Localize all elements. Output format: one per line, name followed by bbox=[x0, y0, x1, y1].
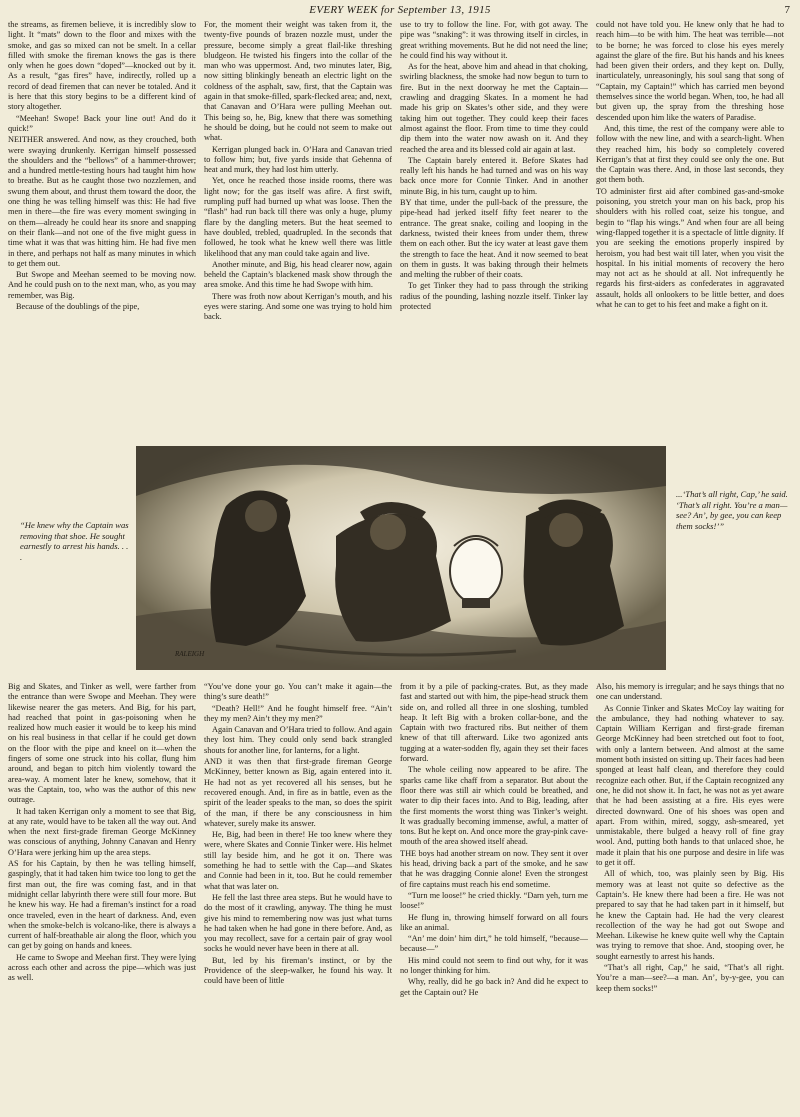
paragraph: Yet, once he reached those inside rooms, there was light now; for the gas itself was afire. A first swift, rumpling puff had burned up what was loose. Then the “flash” had run back till there was only a huge, plumy flare by the dangling meters. But the heat seemed to have doubled, trebled, quadrupled. In the seconds that followed, he took what he knew well there was little likelihood that any man could take again and live. bbox=[204, 176, 392, 258]
paragraph: He, Big, had been in there! He too knew where they were, where Skates and Connie Tinker were. His helmet still lay beside him, and he got it on. There was something he had to settle with the Cap—and Skates and Connie had been in it, too. But he could remember what that was later on. bbox=[204, 830, 392, 891]
paragraph: NEITHER answered. And now, as they crouched, both were swaying drunkenly. Kerrigan himself possessed the shoulders and the “bellows” of a hammer-thrower; and a hundred mettle-testing hours had taught him how to breathe. But as he caught those two nozzlemen, and swung them about, and thrust them toward the door, the one thing he was telling himself was this: He had five men in there—the fire was every moment swinging in on them—already he could hear its snore and snapping on their flank—and not one of the five might guess in time what it was that was hitting him. He had five men in there, and perhaps not half as many minutes in which to get them out. bbox=[8, 135, 196, 268]
firemen-illustration bbox=[136, 446, 666, 670]
page-header bbox=[0, 0, 800, 18]
bottom-column-1 bbox=[8, 682, 196, 1112]
paragraph: Why, really, did he go back in? And did he expect to get the Captain out? He bbox=[400, 977, 588, 997]
paragraph: THE boys had another stream on now. They sent it over his head, driving back a part of the smoke, and he saw that he was dragging Connie alone! Even the strongest of fire captains must reach his end sometime. bbox=[400, 848, 588, 889]
paragraph: Kerrigan plunged back in. O’Hara and Canavan tried to follow him; but, five yards inside that Gehenna of heat and murk, they had lost him utterly. bbox=[204, 144, 392, 175]
paragraph: AND it was then that first-grade fireman George McKinney, better known as Big, again entered into it. He had not as yet recovered all his senses, but he recovered enough. And, in fire as in battle, even as the spirit of the leader speaks to the man, so does the spirit of the man, if there be any consciousness in him whatever, surely make its answer. bbox=[204, 757, 392, 828]
paragraph: Again Canavan and O’Hara tried to follow. And again they lost him. They could only send back strangled shouts for another line, for lanterns, for a light. bbox=[204, 725, 392, 755]
paragraph: But Swope and Meehan seemed to be moving now. And he could push on to the next man, who, as you may remember, was Big. bbox=[8, 270, 196, 300]
top-column-2 bbox=[204, 20, 392, 424]
paragraph: The Captain barely entered it. Before Skates had really left his hands he had turned and was on his way back once more for Connie Tinker. And in another minute Big, in his turn, caught up to him. bbox=[400, 155, 588, 196]
paragraph: For, the moment their weight was taken from it, the twenty-five pounds of brazen nozzle must, under the pressure, become simply a great flail-like threshing bludgeon. He twisted his fingers into the collar of the man who was uppermost. And, two minutes later, Big, now sitting blinkingly beneath an electric light on the coldness of the asphalt, saw, first, that the Captain was again in that smoke-filled, spark-flecked area; and, next, that Canavan and O’Hara were pulling Meehan out. This being so, he, Big, knew that there was something he should be doing, but he could not seem to make out what. bbox=[204, 20, 392, 143]
paragraph: Big and Skates, and Tinker as well, were farther from the entrance than were Swope and Meehan. They were likewise nearer the gas meters. And Big, for his part, had reached that point in gas-poisoning when he realized how much easier it would be to keep his mind on his real business in that cellar if he could get down on the floor with the pipe and kneel on it—when the fingers of some one struck into his collar, flung him around, and began to pitch him violently toward the area-way. A moment later he knew, somehow, that it was the Captain, too, who was the author of this new outrage. bbox=[8, 682, 196, 805]
bottom-column-2 bbox=[204, 682, 392, 1112]
bottom-column-3 bbox=[400, 682, 588, 1112]
paragraph: As for the heat, above him and ahead in that choking, swirling blackness, the smoke had now begun to turn to fire. But in the next doorway he met the Captain—crawling and dragging Skates. In a moment he had made his grip on Skates’s other side, and they were taking him out together. They could keep their faces almost against the floor. From time to time they could dip them into the water now awash on it. And they reached the area and its blessed cold air again at last. bbox=[400, 62, 588, 154]
paragraph: He flung in, throwing himself forward on all fours like an animal. bbox=[400, 912, 588, 932]
paragraph: But, led by his fireman’s instinct, or by the Providence of the sleep-walker, he found his way. It could have been of little bbox=[204, 955, 392, 986]
paragraph: The whole ceiling now appeared to be afire. The sparks came like chaff from a separator. But about the floor there was still air which could be breathed, and water to dip their faces into. And to Big, leading, after the first moments the worst thing was Tinker’s weight. It was gradually becoming immense, awful, a matter of tons. But he kept on. And once more the gray-pink cave-mouth of the area showed itself ahead. bbox=[400, 765, 588, 847]
paragraph: There was froth now about Kerrigan’s mouth, and his eyes were staring. And some one was trying to hold him back. bbox=[204, 291, 392, 322]
paragraph: the streams, as firemen believe, it is incredibly slow to light. It “mats” down to the floor and mixes with the smoke, and gas so mixed can not be smelt. In a cellar filled with smoke the fireman knows the gas is there only when he goes down “doped”—knocked out by it. As a result, “gas fires” have, indirectly, rolled up a record of dead firemen that can never be totaled. And it is here that this story begins to be a different kind of story altogether. bbox=[8, 20, 196, 112]
illustration-caption-right: ...‘That’s all right, Cap,’ he said. ‘That’s all right. You’re a man—see? An’, by gee, you can keep them socks!’” bbox=[676, 489, 788, 531]
paragraph: “Meehan! Swope! Back your line out! And do it quick!” bbox=[8, 113, 196, 133]
paragraph: from it by a pile of packing-crates. But, as they made fast and started out with him, the pipe-head struck them side on, and rolled all three in one sloshing, tumbled heap. It left Big with a broken collar-bone, and the Captain with two fractured ribs. But neither of them knew of that till afterward. Like two agonized ants tugging at a water-sodden fly, again they set their faces forward. bbox=[400, 682, 588, 764]
paragraph: “You’ve done your go. You can’t make it again—the thing’s sure death!” bbox=[204, 682, 392, 702]
illustrator-signature: RALEIGH bbox=[175, 650, 205, 658]
paragraph: TO administer first aid after combined gas-and-smoke poisoning, you stretch your man on his back, prop his shoulders with his rolled coat, seize his tongue, and begin to “flap his wings.” And when four are all being wing-flapped together it is a spectacle of little dignity. If you are seeking the emotions properly inspired by heroism, you had best wait till later, when you visit the hospital. In his initial moments of recovery the hero may not act as he should at all. Not infrequently he regards his first-aiders as confederates in aggravated assault, holds all onlookers to be little better, and does what he can to get to his feet and make a fight on it. bbox=[596, 186, 784, 310]
paragraph: Also, his memory is irregular; and he says things that no one can understand. bbox=[596, 682, 784, 702]
paragraph: To get Tinker they had to pass through the striking radius of the pounding, lashing nozzle itself. Tinker lay protected bbox=[400, 281, 588, 312]
story-illustration bbox=[136, 446, 666, 670]
running-head: EVERY WEEK for September 13, 1915 bbox=[309, 4, 491, 16]
paragraph: He came to Swope and Meehan first. They were lying across each other and across the pipe—which was just as well. bbox=[8, 952, 196, 983]
paragraph: “That’s all right, Cap,” he said, “That’s all right. You’re a man—see?—a man. An’, by-y-gee, you can keep them socks!” bbox=[596, 963, 784, 993]
paragraph: He fell the last three area steps. But he would have to do the most of it crawling, anyway. The thing he must give his mind to remembering now was just what turns he had taken when he had gone in there before. And, as you may recollect, save for a certain pair of gray wool socks he would never have been in there at all. bbox=[204, 892, 392, 954]
paragraph: could not have told you. He knew only that he had to reach him—to be with him. The heat was terrible—not to be borne; he was forced to close his eyes merely against the glare of the fire. But his hands and his knees had been given their orders, and they kept on. Dully, inarticulately, unreasoningly, his soul sang that song of “Captain, my Captain!” which has carried men beyond themselves since the world began. When, too, he had all but given up, the spray from the threshing hose descended upon him like the waters of Paradise. bbox=[596, 20, 784, 122]
top-column-3 bbox=[400, 20, 588, 424]
paragraph: AS for his Captain, by then he was telling himself, gaspingly, that it had taken him twice too long to get the first man out, the fire was coming fast, and in that midnight cellar labyrinth there were still four more. But he knew his way. He had a fireman’s instinct for a road once traveled, even in the heart of darkness. And, even when the smoke-belch is volcano-like, there is always a current of half-breathable air along the floor, which you can get by going on hands and knees. bbox=[8, 859, 196, 951]
paragraph: BY that time, under the pull-back of the pressure, the pipe-head had jerked itself fifty feet nearer to the entrance. The great snake, coiling and looping in the darkness, twisted their knees from under them, threw them on each other. But the icy water at least gave them the strength to face the heat. And it now seemed to beat on them in gusts. It was baking through their helmets and melting the rubber of their coats. bbox=[400, 198, 588, 280]
top-column-4 bbox=[596, 20, 784, 424]
paragraph: Another minute, and Big, his head clearer now, again beheld the Captain’s blackened mask show through the area smoke. And this time he had Swope with him. bbox=[204, 259, 392, 290]
bottom-column-4 bbox=[596, 682, 784, 1112]
paragraph: And, this time, the rest of the company were able to follow with the new line, and with a search-light. When they reached him, his body so completely covered Kerrigan’s that at first they could see only the one. But the Captain was there. And, in those last seconds, they got them both. bbox=[596, 123, 784, 185]
paragraph: “Death? Hell!” And he fought himself free. “Ain’t they my men? Ain’t they my men?” bbox=[204, 703, 392, 723]
paragraph: It had taken Kerrigan only a moment to see that Big, at any rate, would have to be taken all the way out. And when the next first-grade fireman George McKinney was conscious of anything, Johnny Canavan and Henry O’Hara were jerking him up the area steps. bbox=[8, 806, 196, 857]
paragraph: “Turn me loose!” he cried thickly. “Darn yeh, turn me loose!” bbox=[400, 890, 588, 911]
paragraph: As Connie Tinker and Skates McCoy lay waiting for the ambulance, they had nothing whatever to say. Captain William Kerrigan and first-grade fireman George McKinney had been stretched out foot to foot, with only a lantern between. And almost at the same moment both insisted on sitting up. Their faces had been sponged at least half clean, and therefore they could recognize each other. But, if the Captain recognized any one, he did not show it. In fact, he was not as yet aware that he had been assisting at a fire. His eyes were directed downward. One of his shoes was open and apart. From within, mired, soggy, ash-smeared, yet unmistakable, there bulged a heavy roll of fine gray wool. And, putting both hands to that unlaced shoe, he made it plain that his one purpose and desire in life was to get it off. bbox=[596, 703, 784, 868]
paragraph: use to try to follow the line. For, with got away. The pipe was “snaking”: it was throwing itself in circles, in great writhing movements. But he did not need the line; he could find his way without it. bbox=[400, 20, 588, 60]
paragraph: All of which, too, was plainly seen by Big. His memory was at least not quite so defective as the Captain’s. He knew there had been a fire. He was not prepared to say that he had taken part in it himself, but he knew the Captain had. He had the very clearest recollection of the way he had got out Swope and Meehan. Likewise he knew quite well why the Captain was trying to remove that shoe. And, stooping over, he sought earnestly to arrest his hands. bbox=[596, 869, 784, 961]
paragraph: “An’ me doin’ him dirt,” he told himself, “because—because—” bbox=[400, 934, 588, 954]
page-number: 7 bbox=[784, 4, 790, 16]
paragraph: His mind could not seem to find out why, for it was no longer thinking for him. bbox=[400, 955, 588, 976]
paragraph: Because of the doublings of the pipe, bbox=[16, 302, 140, 312]
top-column-1 bbox=[8, 20, 196, 424]
illustration-caption-left: “He knew why the Captain was removing that shoe. He sought earnestly to arrest his hands. . . . bbox=[20, 520, 129, 562]
